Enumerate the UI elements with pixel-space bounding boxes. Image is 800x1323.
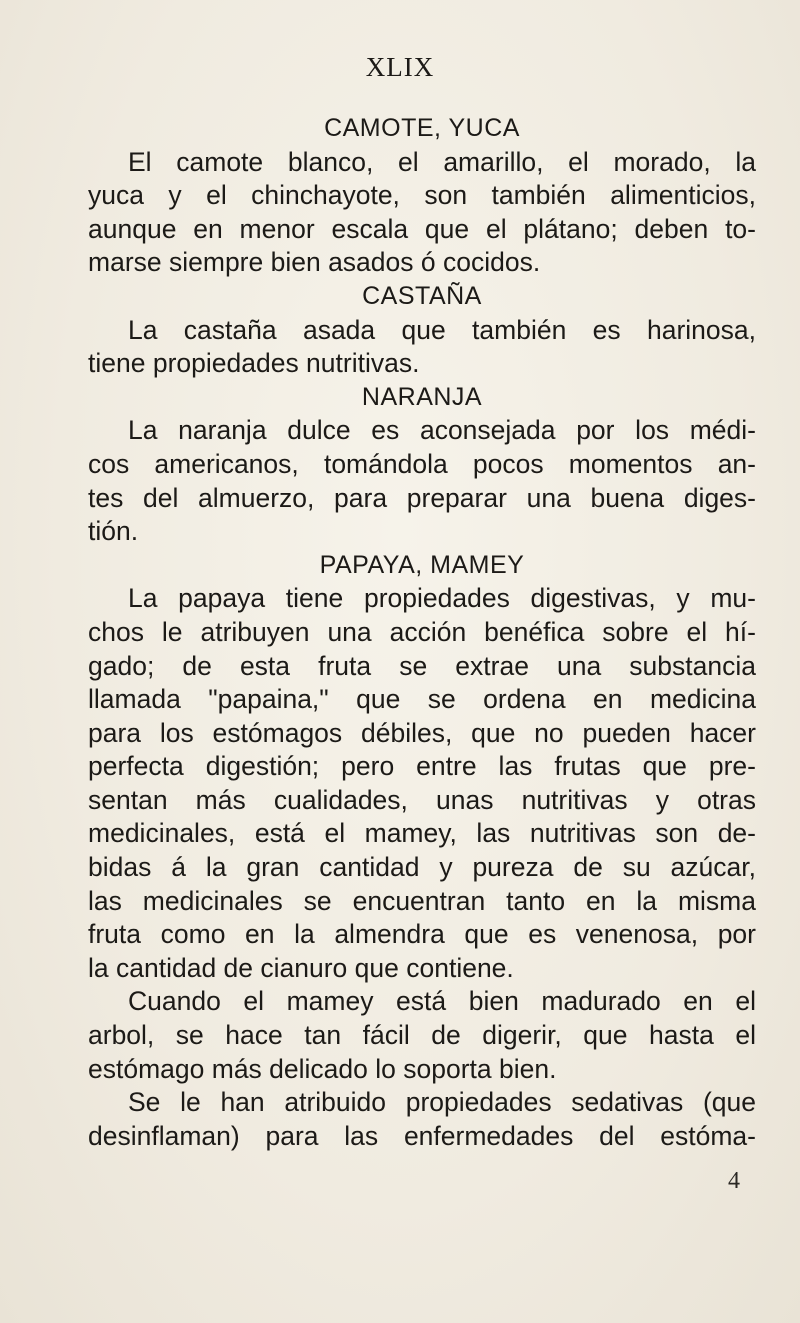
text-line: medicinales, está el mamey, las nutritivas son de- xyxy=(88,818,756,849)
text-line: sentan más cualidades, unas nutritivas y otras xyxy=(88,784,756,815)
text-line: estómago más delicado lo soporta bien. xyxy=(88,1053,557,1084)
paragraph xyxy=(88,414,756,548)
paragraph xyxy=(88,146,756,280)
text-line: La papaya tiene propiedades digestivas, y mu- xyxy=(128,583,756,614)
signature-number: 4 xyxy=(728,1168,740,1194)
text-line: gado; de esta fruta se extrae una substancia xyxy=(88,650,756,681)
text-line: para los estómagos débiles, que no pueden hacer xyxy=(88,717,756,748)
text-line: bidas á la gran cantidad y pureza de su azúcar, xyxy=(88,852,756,883)
text-line: chos le atribuyen una acción benéfica sobre el hí- xyxy=(88,616,756,647)
text-line: perfecta digestión; pero entre las frutas que pre- xyxy=(88,751,756,782)
paragraph xyxy=(88,314,756,381)
text-line: La castaña asada que también es harinosa, xyxy=(128,314,756,345)
text-line: tiene propiedades nutritivas. xyxy=(88,348,420,379)
section-heading: PAPAYA, MAMEY xyxy=(319,550,525,579)
text-line: aunque en menor escala que el plátano; deben to- xyxy=(88,213,756,244)
text-line: las medicinales se encuentran tanto en la misma xyxy=(88,885,756,916)
text-line: cos americanos, tomándola pocos momentos an- xyxy=(88,448,756,479)
paragraph xyxy=(88,1086,756,1153)
text-line: Se le han atribuido propiedades sedativas (que xyxy=(128,1087,756,1118)
text-line: desinflaman) para las enfermedades del estóma- xyxy=(88,1120,756,1151)
text-line: marse siempre bien asados ó cocidos. xyxy=(88,247,541,278)
text-line: La naranja dulce es aconsejada por los médi- xyxy=(128,415,756,446)
text-line: El camote blanco, el amarillo, el morado, la xyxy=(128,146,756,177)
section-heading: CASTAÑA xyxy=(362,281,482,310)
text-line: yuca y el chinchayote, son también alimenticios, xyxy=(88,180,756,211)
text-line: Cuando el mamey está bien madurado en el xyxy=(128,986,756,1017)
paragraph xyxy=(88,582,756,985)
section-heading: NARANJA xyxy=(361,382,483,411)
paragraph xyxy=(88,985,756,1086)
text-line: la cantidad de cianuro que contiene. xyxy=(88,952,514,983)
text-line: fruta como en la almendra que es venenosa, por xyxy=(88,919,756,950)
text-line: llamada "papaina," que se ordena en medicina xyxy=(88,684,756,715)
text-line: tión. xyxy=(88,516,139,547)
section-heading: CAMOTE, YUCA xyxy=(324,114,520,142)
page-folio: XLIX xyxy=(365,52,435,82)
text-line: tes del almuerzo, para preparar una buena diges- xyxy=(88,482,756,513)
text-line: arbol, se hace tan fácil de digerir, que hasta el xyxy=(88,1020,756,1051)
text-column xyxy=(88,112,756,1153)
